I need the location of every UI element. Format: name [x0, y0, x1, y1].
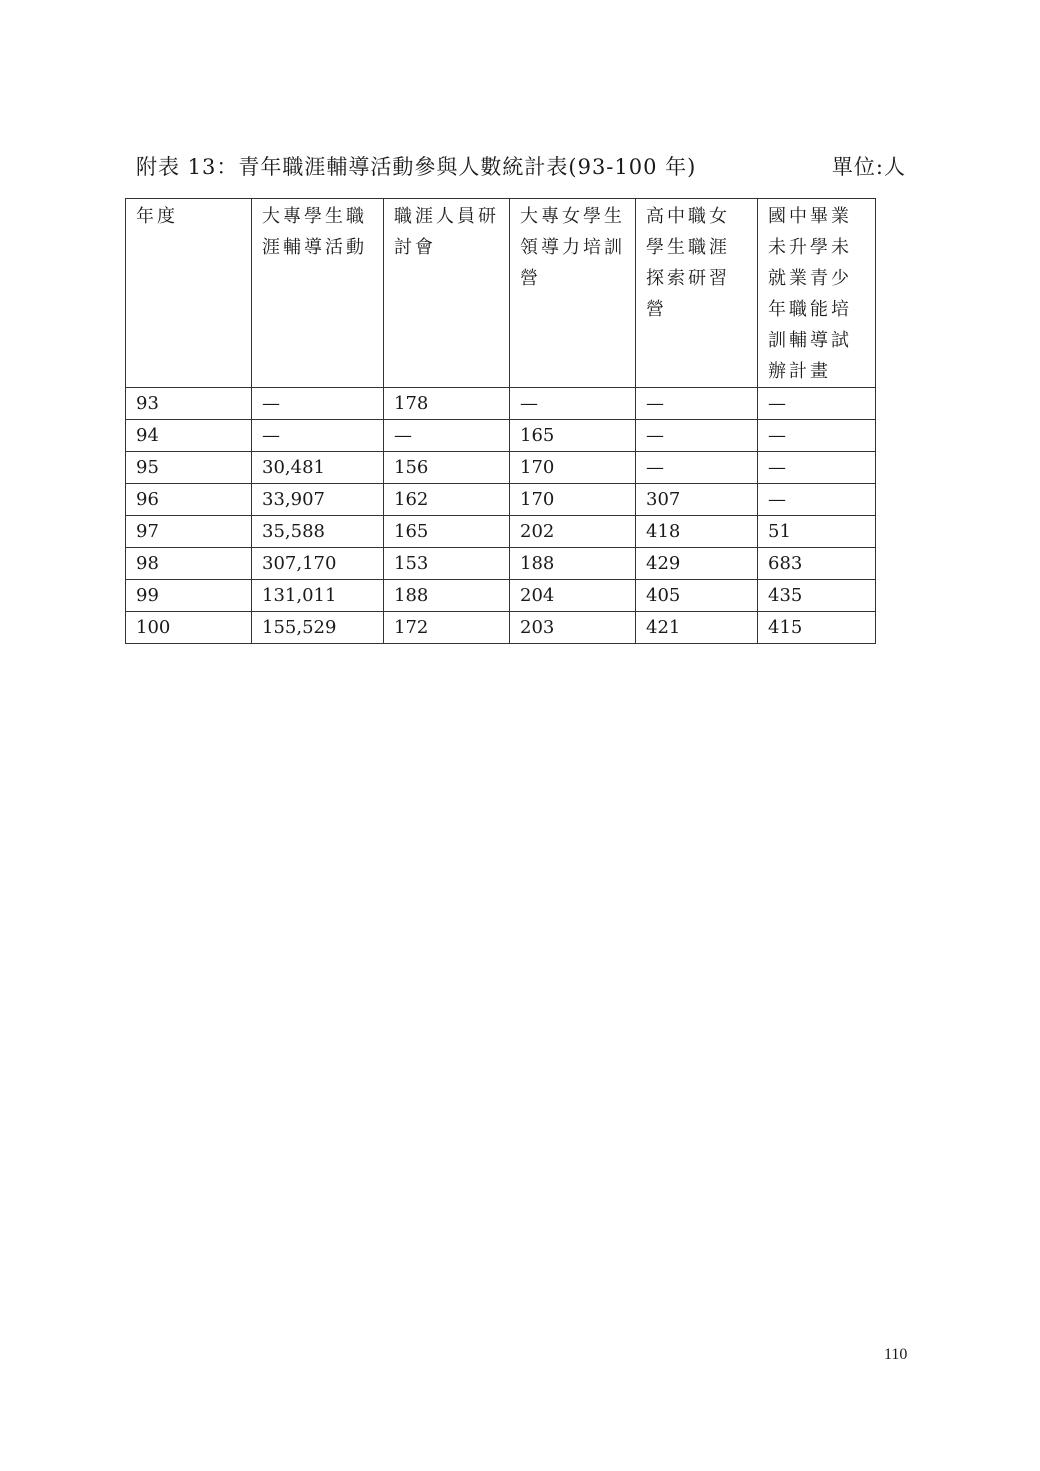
table-cell: 683 — [758, 548, 876, 580]
table-cell: 405 — [636, 580, 758, 612]
column-header-line: 領導力培訓 — [520, 237, 625, 258]
column-header — [126, 199, 252, 388]
table-row — [126, 388, 876, 420]
year-cell: 99 — [126, 580, 252, 612]
column-header-line: 營 — [520, 268, 541, 289]
table-cell: 421 — [636, 612, 758, 644]
table-cell: 155,529 — [252, 612, 384, 644]
table-cell: 429 — [636, 548, 758, 580]
column-header — [758, 199, 876, 388]
table-row — [126, 452, 876, 484]
table-cell: 418 — [636, 516, 758, 548]
table-row — [126, 484, 876, 516]
table-cell: — — [510, 388, 636, 420]
column-header — [252, 199, 384, 388]
table-cell: 202 — [510, 516, 636, 548]
table-cell: 170 — [510, 484, 636, 516]
table-cell: 131,011 — [252, 580, 384, 612]
table-body — [126, 388, 876, 644]
year-cell: 93 — [126, 388, 252, 420]
table-cell: 172 — [384, 612, 510, 644]
column-header-line: 國中畢業 — [768, 206, 852, 227]
column-header-line: 未升學未 — [768, 237, 852, 258]
year-cell: 97 — [126, 516, 252, 548]
table-cell: — — [252, 388, 384, 420]
table-row — [126, 580, 876, 612]
column-header-line: 討會 — [394, 237, 436, 258]
page-number: 110 — [884, 1346, 908, 1363]
table-cell: — — [758, 452, 876, 484]
table-cell: 178 — [384, 388, 510, 420]
table-cell: 165 — [384, 516, 510, 548]
table-cell: 415 — [758, 612, 876, 644]
table-cell: 33,907 — [252, 484, 384, 516]
table-cell: — — [384, 420, 510, 452]
table-cell: — — [758, 420, 876, 452]
column-header-line: 年度 — [136, 206, 178, 227]
table-cell: 35,588 — [252, 516, 384, 548]
column-header-line: 營 — [646, 299, 667, 320]
table-cell: 165 — [510, 420, 636, 452]
year-cell: 96 — [126, 484, 252, 516]
table-caption-row — [136, 149, 906, 185]
column-header-line: 大專女學生 — [520, 206, 625, 227]
table-cell: 51 — [758, 516, 876, 548]
table-title: 附表 13：青年職涯輔導活動參與人數統計表(93-100 年) — [136, 155, 697, 179]
column-header-line: 學生職涯 — [646, 237, 730, 258]
column-header — [384, 199, 510, 388]
column-header-line: 涯輔導活動 — [262, 237, 367, 258]
table-cell: — — [758, 388, 876, 420]
table-cell: — — [636, 420, 758, 452]
participation-stats-table — [125, 198, 876, 644]
table-row — [126, 420, 876, 452]
column-header-line: 辦計畫 — [768, 361, 831, 382]
column-header-line: 就業青少 — [768, 268, 852, 289]
table-cell: 153 — [384, 548, 510, 580]
table-cell: — — [252, 420, 384, 452]
column-header-line: 年職能培 — [768, 299, 852, 320]
table-row — [126, 612, 876, 644]
column-header-line: 職涯人員研 — [394, 206, 499, 227]
column-header — [510, 199, 636, 388]
column-header-line: 探索研習 — [646, 268, 730, 289]
year-cell: 98 — [126, 548, 252, 580]
column-header — [636, 199, 758, 388]
unit-label: 單位:人 — [831, 155, 906, 179]
table-cell: 307,170 — [252, 548, 384, 580]
column-header-line: 高中職女 — [646, 206, 730, 227]
table-row — [126, 516, 876, 548]
table-cell: 156 — [384, 452, 510, 484]
table-cell: — — [636, 452, 758, 484]
table-cell: 170 — [510, 452, 636, 484]
column-header-line: 大專學生職 — [262, 206, 367, 227]
table-cell: 162 — [384, 484, 510, 516]
table-cell: 188 — [510, 548, 636, 580]
column-header-line: 訓輔導試 — [768, 330, 852, 351]
year-cell: 95 — [126, 452, 252, 484]
year-cell: 94 — [126, 420, 252, 452]
table-cell: — — [758, 484, 876, 516]
table-cell: 188 — [384, 580, 510, 612]
year-cell: 100 — [126, 612, 252, 644]
table-cell: 307 — [636, 484, 758, 516]
table-row — [126, 548, 876, 580]
table-header-row — [126, 199, 876, 388]
table-cell: — — [636, 388, 758, 420]
table-cell: 30,481 — [252, 452, 384, 484]
table-cell: 435 — [758, 580, 876, 612]
table-cell: 203 — [510, 612, 636, 644]
table-cell: 204 — [510, 580, 636, 612]
